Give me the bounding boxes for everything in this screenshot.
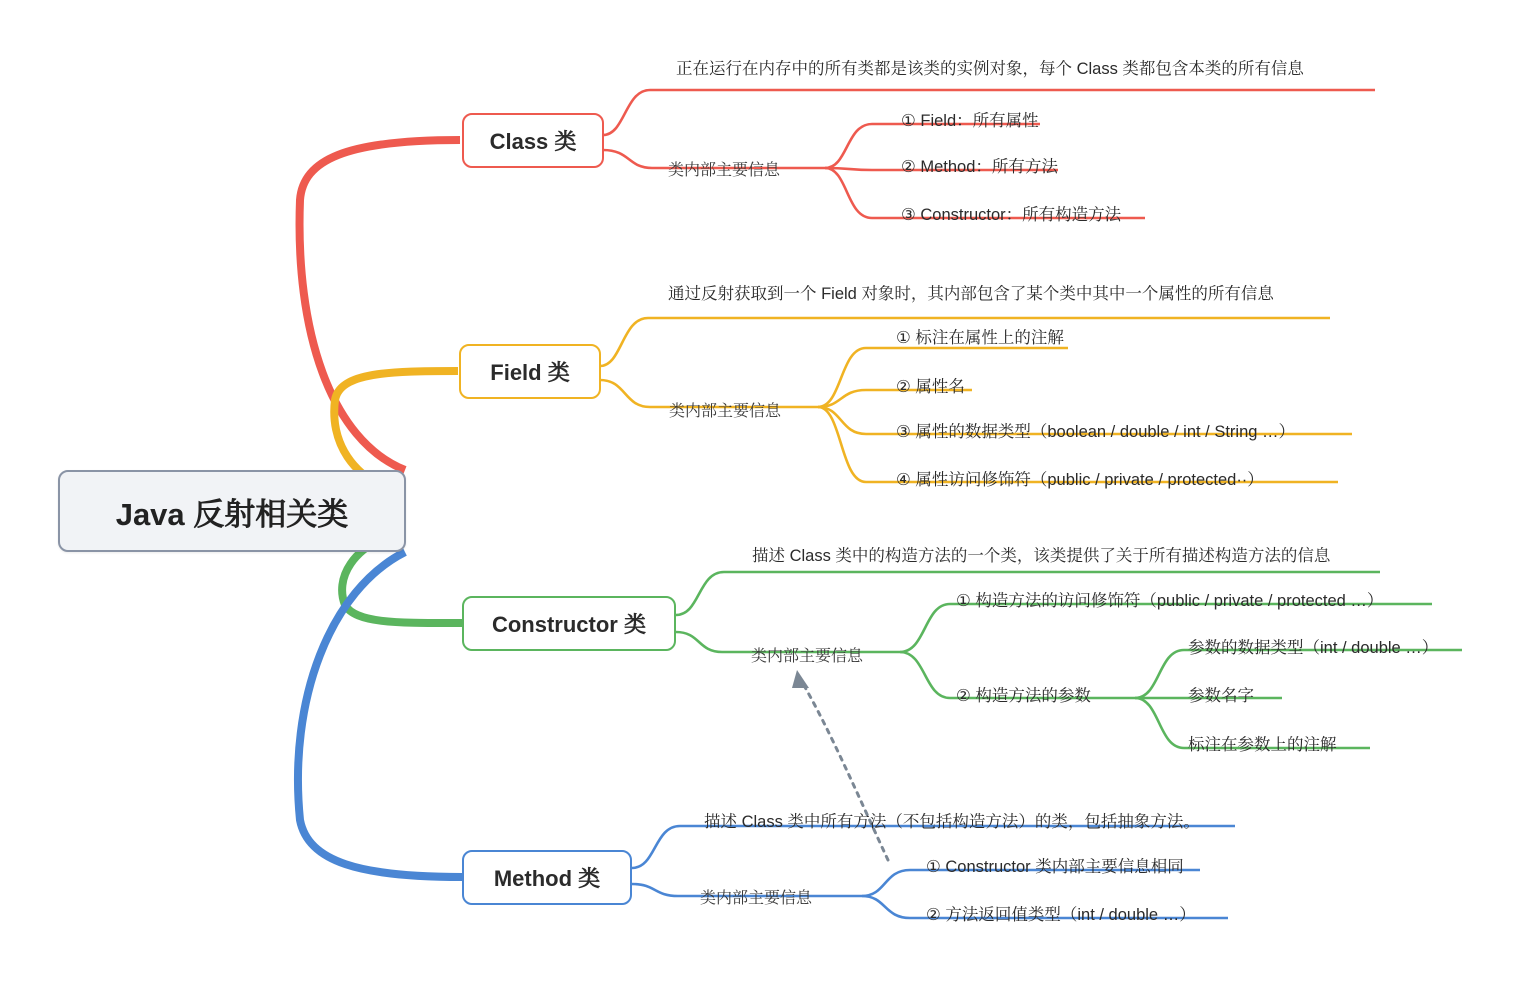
constructor-param-item-2: 参数名字 bbox=[1188, 687, 1254, 705]
constructor-param-item-3: 标注在参数上的注解 bbox=[1188, 736, 1337, 754]
branch-node-field[interactable] bbox=[459, 344, 601, 399]
branch-node-field-label: Field 类 bbox=[490, 360, 570, 385]
class-group-label: 类内部主要信息 bbox=[668, 162, 781, 179]
constructor-param-item-1: 参数的数据类型（int / double …） bbox=[1188, 639, 1439, 657]
branch-node-class[interactable] bbox=[462, 113, 604, 168]
field-item-3: ③ 属性的数据类型（boolean / double / int / String …） bbox=[896, 423, 1296, 441]
method-item-2: ② 方法返回值类型（int / double …） bbox=[926, 906, 1196, 924]
method-item-1: ① Constructor 类内部主要信息相同 bbox=[926, 858, 1184, 876]
branch-node-constructor[interactable] bbox=[462, 596, 676, 651]
constructor-description: 描述 Class 类中的构造方法的一个类，该类提供了关于所有描述构造方法的信息 bbox=[752, 547, 1331, 565]
branch-node-class-label: Class 类 bbox=[489, 129, 577, 154]
branch-node-constructor-label: Constructor 类 bbox=[491, 612, 646, 637]
root-node-label: Java 反射相关类 bbox=[115, 496, 349, 532]
method-description: 描述 Class 类中所有方法（不包括构造方法）的类，包括抽象方法。 bbox=[704, 813, 1200, 831]
constructor-item-2: ② 构造方法的参数 bbox=[956, 687, 1091, 705]
constructor-item-1: ① 构造方法的访问修饰符（public / private / protected …） bbox=[956, 592, 1384, 610]
class-item-3: ③ Constructor：所有构造方法 bbox=[901, 206, 1122, 224]
field-item-2: ② 属性名 bbox=[896, 378, 965, 396]
branch-node-method[interactable] bbox=[462, 850, 632, 905]
class-item-1: ① Field：所有属性 bbox=[901, 112, 1039, 130]
field-group-label: 类内部主要信息 bbox=[669, 403, 782, 420]
field-description: 通过反射获取到一个 Field 对象时，其内部包含了某个类中其中一个属性的所有信息 bbox=[668, 285, 1274, 303]
class-item-2: ② Method：所有方法 bbox=[901, 158, 1058, 176]
method-group-label: 类内部主要信息 bbox=[700, 890, 813, 907]
field-item-1: ① 标注在属性上的注解 bbox=[896, 329, 1064, 347]
class-description: 正在运行在内存中的所有类都是该类的实例对象，每个 Class 类都包含本类的所有信息 bbox=[676, 60, 1304, 78]
branch-node-method-label: Method 类 bbox=[493, 866, 601, 891]
link-root-class bbox=[300, 140, 460, 470]
arrow-head-icon bbox=[792, 670, 809, 688]
root-node[interactable] bbox=[58, 470, 406, 552]
link-root-method bbox=[298, 552, 462, 877]
dotted-reference-arrow bbox=[802, 682, 888, 860]
constructor-group-label: 类内部主要信息 bbox=[751, 648, 864, 665]
field-item-4: ④ 属性访问修饰符（public / private / protected··） bbox=[896, 471, 1264, 489]
